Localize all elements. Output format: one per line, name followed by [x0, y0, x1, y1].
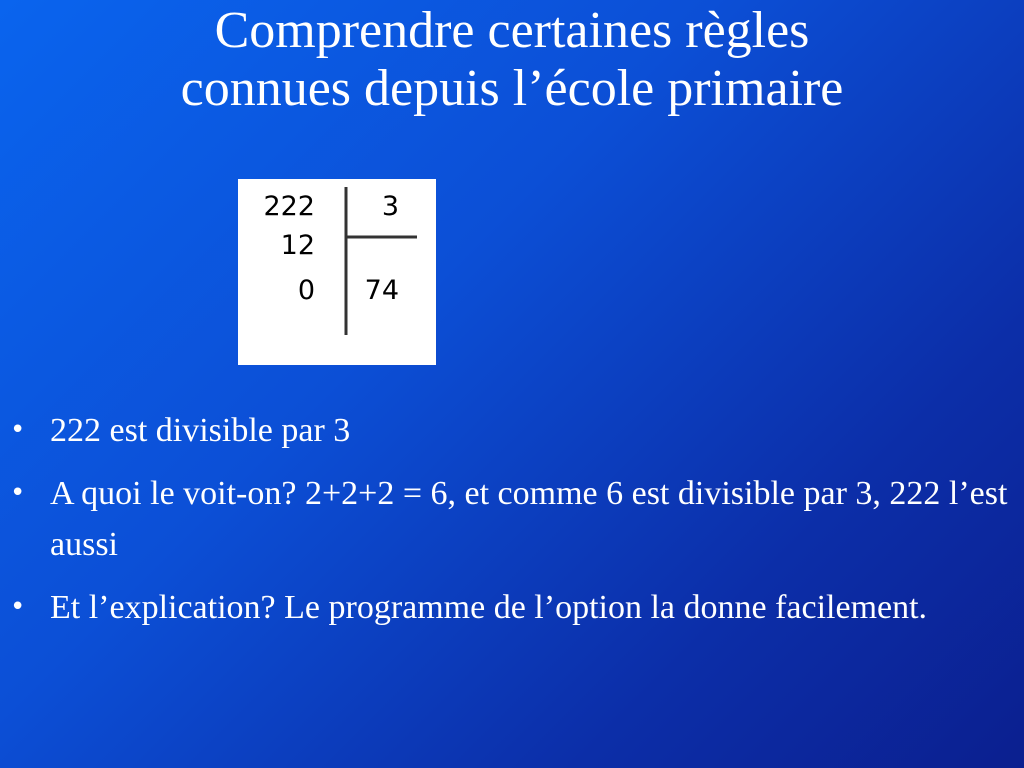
title-line-1: Comprendre certaines règles: [214, 2, 810, 59]
long-division-figure: [238, 179, 436, 365]
bullet-list: [10, 405, 1020, 645]
slide-title: [0, 2, 1024, 118]
dividend: 222: [263, 191, 315, 222]
bullet-icon: •: [10, 415, 26, 445]
title-line-2: connues depuis l’école primaire: [180, 60, 844, 117]
bullet-icon: •: [10, 592, 26, 622]
bullet-text: 222 est divisible par 3: [50, 412, 351, 449]
bullet-item: [10, 582, 1020, 633]
partial-remainder: 12: [280, 230, 315, 261]
bullet-text: A quoi le voit-on? 2+2+2 = 6, et comme 6 est divisible par 3, 222 l’est aussi: [50, 475, 1008, 563]
quotient: 74: [364, 275, 399, 306]
final-remainder: 0: [297, 275, 315, 306]
divisor: 3: [381, 191, 399, 222]
long-division-drawing: [238, 179, 436, 365]
bullet-icon: •: [10, 478, 26, 508]
bullet-item: [10, 405, 1020, 456]
bullet-item: [10, 468, 1020, 570]
bullet-text: Et l’explication? Le programme de l’option la donne facilement.: [50, 589, 928, 626]
